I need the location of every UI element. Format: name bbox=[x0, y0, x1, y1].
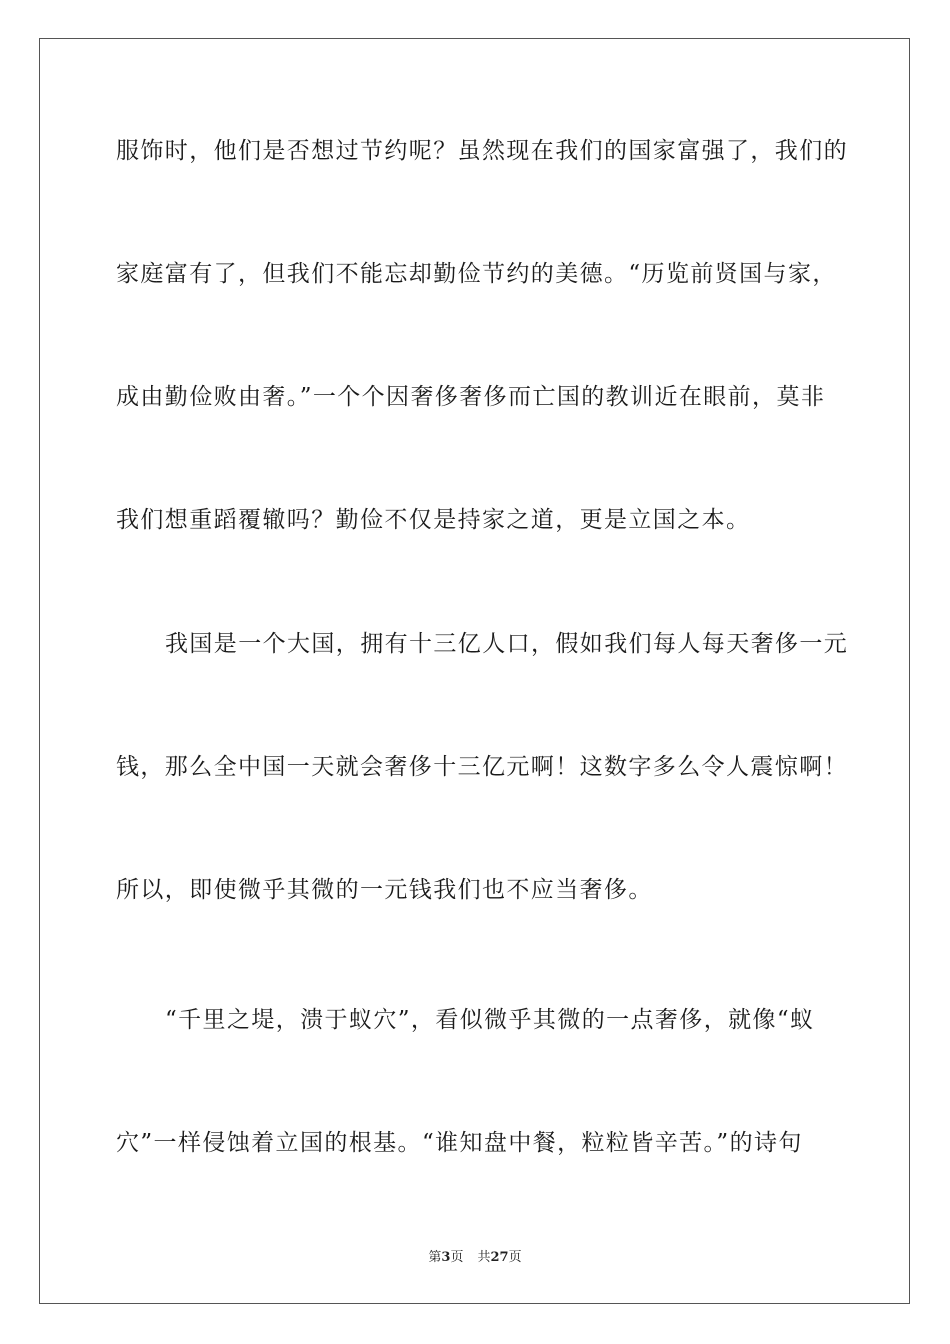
total-pages: 27 bbox=[490, 1250, 509, 1265]
text-line: 穴”一样侵蚀着立国的根基。“谁知盘中餐，粒粒皆辛苦。”的诗句 bbox=[116, 1130, 803, 1156]
page-border bbox=[39, 38, 910, 1304]
page-prefix: 第 bbox=[428, 1250, 442, 1265]
text-line: “千里之堤，溃于蚁穴”，看似微乎其微的一点奢侈，就像“蚁 bbox=[165, 1007, 815, 1033]
text-line: 成由勤俭败由奢。”一个个因奢侈奢侈而亡国的教训近在眼前，莫非 bbox=[116, 384, 826, 410]
text-line: 我们想重蹈覆辙吗？勤俭不仅是持家之道，更是立国之本。 bbox=[116, 507, 751, 533]
text-line: 钱，那么全中国一天就会奢侈十三亿元啊！这数字多么令人震惊啊！ bbox=[116, 754, 848, 780]
total-prefix: 共 bbox=[477, 1250, 491, 1265]
page-footer bbox=[0, 1246, 950, 1265]
text-line: 服饰时，他们是否想过节约呢？虽然现在我们的国家富强了，我们的 bbox=[116, 138, 848, 164]
page-suffix: 页 bbox=[450, 1250, 464, 1265]
text-line: 我国是一个大国，拥有十三亿人口，假如我们每人每天奢侈一元 bbox=[165, 631, 849, 657]
total-suffix: 页 bbox=[508, 1250, 522, 1265]
text-line: 所以，即使微乎其微的一元钱我们也不应当奢侈。 bbox=[116, 877, 653, 903]
page-number: 3 bbox=[441, 1250, 451, 1265]
text-line: 家庭富有了，但我们不能忘却勤俭节约的美德。“历览前贤国与家， bbox=[116, 261, 837, 287]
